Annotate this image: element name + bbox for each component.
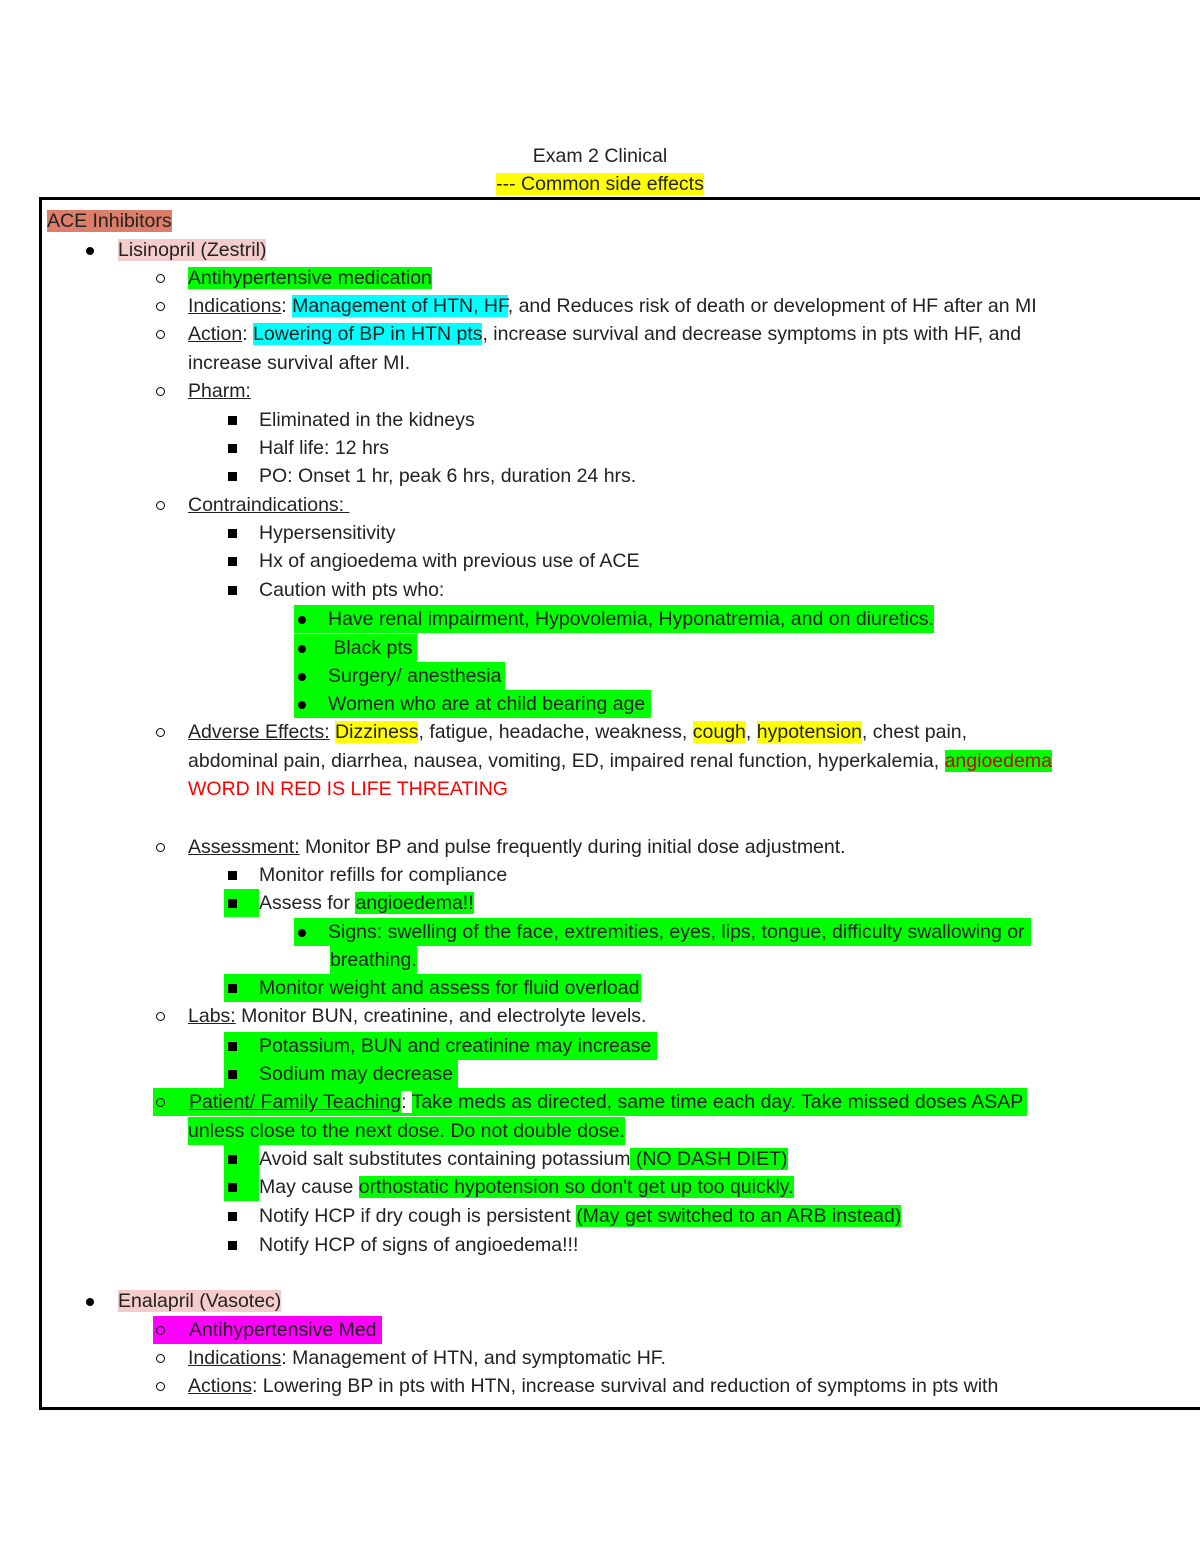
indications-label: Indications (188, 1347, 282, 1369)
assess-item (224, 974, 641, 1002)
lisinopril-indications: Indications: Management of HTN, HF, and Reduces risk of death or development of HF after an MI (188, 295, 1037, 317)
caution-item (294, 662, 505, 690)
bullet-dot (82, 1287, 112, 1315)
labs-item (224, 1032, 657, 1060)
contra-item: Caution with pts who: (259, 579, 445, 601)
labs-label: Labs: (188, 1005, 236, 1027)
bullet-square (224, 889, 259, 917)
ae-text: , fatigue, headache, weakness, (418, 721, 693, 743)
bullet-square (224, 1173, 259, 1201)
assess-item (259, 889, 474, 917)
lisinopril-class-text: Antihypertensive medication (188, 267, 432, 289)
enalapril-name (118, 1287, 281, 1315)
ae-cough: cough (692, 721, 746, 743)
pharm-label: Pharm: (188, 380, 251, 402)
assess-item: Monitor refills for compliance (259, 864, 508, 886)
lisinopril-name (118, 236, 266, 264)
teaching-item: Notify HCP of signs of angioedema!!! (259, 1234, 579, 1256)
assess-text: Assess for (259, 892, 356, 914)
signs-item (294, 918, 1031, 946)
enalapril-name-text: Enalapril (Vasotec) (118, 1290, 282, 1312)
ae-text: , (745, 721, 757, 743)
teaching-item-highlight: (NO DASH DIET) (630, 1148, 788, 1170)
bullet-circle (153, 1344, 183, 1372)
bullet-square (224, 576, 254, 604)
adverse-effects (188, 718, 967, 746)
contraindications-label: Contraindications: (188, 494, 350, 516)
bullet-circle (153, 292, 183, 320)
enalapril-actions (188, 1372, 998, 1400)
enalapril-class-text: Antihypertensive Med (189, 1319, 382, 1341)
caution-item-text: Women who are at child bearing age (328, 693, 651, 715)
indications-text: : Management of HTN, and symptomatic HF. (281, 1347, 666, 1369)
teaching-item (259, 1202, 901, 1230)
ae-hypotension: hypotension (756, 721, 862, 743)
lisinopril-class (188, 264, 432, 292)
contra-item: Hypersensitivity (259, 522, 396, 544)
ace-heading (47, 207, 172, 235)
labs-item-text: Potassium, BUN and creatinine may increase (259, 1035, 657, 1057)
assess-text: Monitor weight and assess for fluid overload (259, 977, 640, 999)
actions-text: : Lowering BP in pts with HTN, increase survival and reduction of symptoms in pts with (251, 1375, 999, 1397)
bullet-circle (153, 833, 183, 861)
bullet-square (224, 406, 254, 434)
teaching-item-highlight: (May get switched to an ARB instead) (576, 1205, 902, 1227)
teaching-item-highlight: orthostatic hypotension so don't get up too quickly. (358, 1176, 794, 1198)
caution-item (294, 634, 417, 662)
bullet-square (224, 1145, 259, 1173)
teaching-item-text: Notify HCP if dry cough is persistent (259, 1205, 577, 1227)
indications-label: Indications (188, 295, 282, 317)
bullet-square (224, 1202, 254, 1230)
action-label: Action (188, 323, 243, 345)
caution-item-text: Have renal impairment, Hypovolemia, Hyponatremia, and on diuretics. (328, 608, 934, 630)
assessment-label: Assessment: (188, 836, 300, 858)
teaching-item-text: May cause (259, 1176, 359, 1198)
indications-rest: , and Reduces risk of death or development of HF after an MI (507, 295, 1037, 317)
document-subtitle (0, 170, 1200, 198)
pharm-item: Half life: 12 hrs (259, 437, 390, 459)
ae-text: , chest pain, (861, 721, 968, 743)
indications-highlight: Management of HTN, HF (292, 295, 508, 317)
teaching-colon: : (401, 1091, 412, 1113)
assessment-text: Monitor BP and pulse frequently during initial dose adjustment. (299, 836, 846, 858)
labs-item (224, 1060, 458, 1088)
bullet-circle (153, 1002, 183, 1030)
signs-item-line2: breathing. (330, 946, 417, 974)
action-highlight: Lowering of BP in HTN pts (253, 323, 483, 345)
lisinopril-name-text: Lisinopril (Zestril) (118, 239, 267, 261)
action-rest: , increase survival and decrease symptoms in pts with HF, and (482, 323, 1022, 345)
lisinopril-action: Action: Lowering of BP in HTN pts, increase survival and decrease symptoms in pts with HF, and (188, 323, 1022, 345)
teaching-item (259, 1173, 794, 1201)
ace-heading-text: ACE Inhibitors (47, 210, 172, 232)
ae-text: abdominal pain, diarrhea, nausea, vomiting, ED, impaired renal function, hyperkalemia, (188, 750, 945, 772)
bullet-square (224, 434, 254, 462)
teaching-label: Patient/ Family Teaching (189, 1091, 402, 1113)
labs-item-text: Sodium may decrease (259, 1063, 459, 1085)
teaching-item (259, 1145, 788, 1173)
caution-item-text: Black pts (328, 637, 413, 659)
adverse-effects-line2 (188, 747, 1052, 775)
bullet-circle (153, 491, 183, 519)
ae-dizziness: Dizziness (335, 721, 419, 743)
labs-text: Monitor BUN, creatinine, and electrolyte levels. (235, 1005, 647, 1027)
bullet-square (224, 547, 254, 575)
ae-angioedema: angioedema (944, 750, 1052, 772)
assess-angioedema: angioedema!! (355, 892, 474, 914)
bullet-square (224, 519, 254, 547)
actions-label: Actions (188, 1375, 252, 1397)
red-word-note: WORD IN RED IS LIFE THREATING (188, 778, 508, 800)
document-title: Exam 2 Clinical (532, 145, 668, 167)
bullet-circle (153, 377, 183, 405)
contra-item: Hx of angioedema with previous use of ACE (259, 550, 640, 572)
bullet-square (224, 1231, 254, 1259)
adverse-effects-label: Adverse Effects: (188, 721, 330, 743)
enalapril-class (153, 1316, 382, 1344)
teaching-item-text: Avoid salt substitutes containing potassium (259, 1148, 631, 1170)
bullet-circle (153, 320, 183, 348)
lisinopril-action-line2: increase survival after MI. (188, 352, 411, 374)
pharm-item: Eliminated in the kidneys (259, 409, 475, 431)
bullet-dot (82, 236, 112, 264)
assessment (188, 833, 846, 861)
bullet-square (224, 861, 254, 889)
teaching-asap: ASAP (971, 1091, 1024, 1113)
patient-teaching (153, 1088, 1027, 1116)
bullet-circle (153, 264, 183, 292)
subtitle-highlight: --- Common side effects (496, 173, 704, 195)
signs-text: Signs: swelling of the face, extremities, eyes, lips, tongue, difficulty swallowing or (328, 921, 1025, 943)
caution-item (294, 605, 934, 633)
caution-item (294, 690, 651, 718)
labs (188, 1002, 646, 1030)
teaching-text: Take meds as directed, same time each day. Take missed doses (411, 1091, 972, 1113)
enalapril-indications (188, 1344, 666, 1372)
bullet-square (224, 462, 254, 490)
bullet-circle (153, 1372, 183, 1400)
pharm-item: PO: Onset 1 hr, peak 6 hrs, duration 24 hrs. (259, 465, 637, 487)
caution-item-text: Surgery/ anesthesia (328, 665, 502, 687)
patient-teaching-line2: unless close to the next dose. Do not double dose. (188, 1117, 625, 1145)
bullet-circle (153, 718, 183, 746)
